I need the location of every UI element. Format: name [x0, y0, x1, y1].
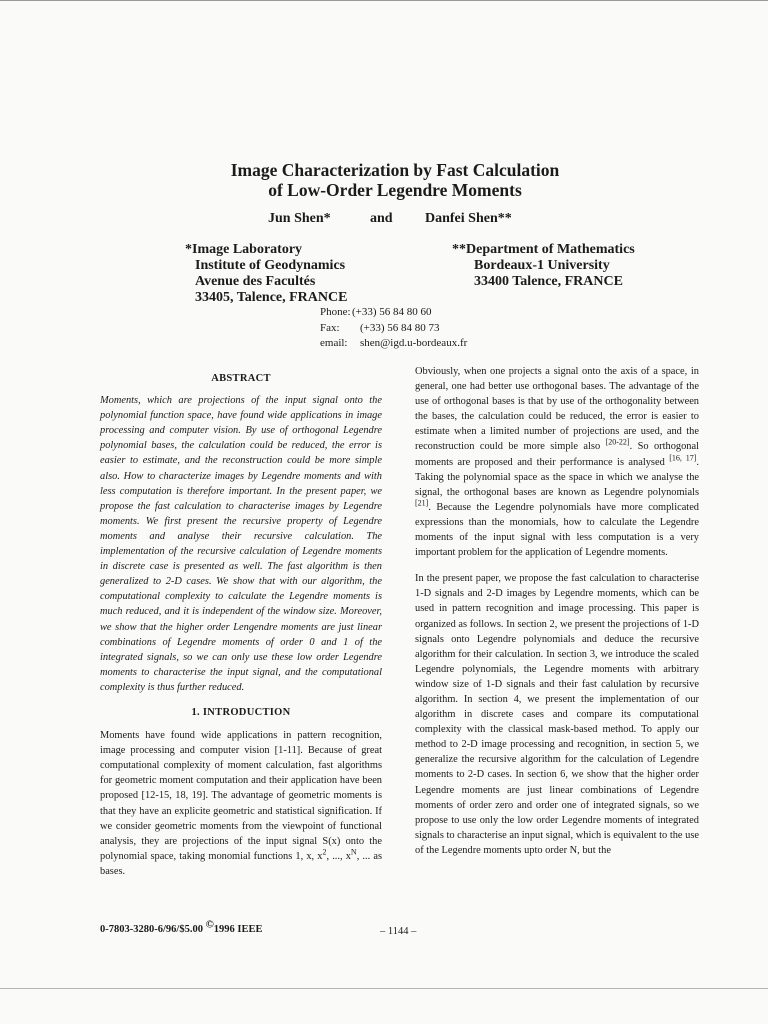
right-column: [415, 364, 699, 858]
bottom-border: [0, 988, 768, 989]
citation: [21]: [415, 498, 429, 508]
affiliation-right: [452, 242, 635, 290]
author-conjunction: and: [370, 211, 393, 226]
paragraph-text-part: Obviously, when one projects a signal onto the axis of a space, in general, one had better use orthogonal bases. The advantage of the use of orthogonal bases is that by use of the orthogonality between the bases, the calculation could be reduced, the error is easier to estimate when a limited number of projections are used, and the reconstruction could be more simple also: [415, 366, 699, 453]
fax-number: (+33) 56 84 80 73: [360, 321, 440, 334]
copyright-year: 1996 IEEE: [213, 924, 263, 935]
title-line-1: Image Characterization by Fast Calculation: [230, 160, 560, 180]
affiliation-left: [185, 242, 347, 306]
right-paragraph-1: [415, 364, 699, 560]
paragraph-text-part: . Because the Legendre polynomials have more complicated expressions than the monomials, how to calculate the Legendre moments of the input signal with less computation is a very important problem for the application of Legendre moments.: [415, 501, 699, 559]
superscript: 2: [322, 847, 327, 857]
introduction-heading: 1. INTRODUCTION: [191, 706, 291, 718]
intro-text-part: Moments have found wide applications in pattern recognition, image processing and computer vision [1-11]. Because of great computational complexity of moment calculation, fast algorithms for geometric moment computation and their application have been proposed [12-15, 18, 19]. The advantage of geometric moments is that they have an explicite geometric and statistical signification. If we consider geometric moments from the viewpoint of functional analysis, they are projections of the input signal S(x) onto the polynomial space, taking monomial functions 1, x, x: [100, 730, 382, 862]
affiliation-left-line: Avenue des Facultés: [195, 274, 316, 289]
abstract-heading: ABSTRACT: [211, 373, 271, 384]
top-border: [0, 0, 768, 1]
right-paragraph-2: In the present paper, we propose the fast calculation to characterise 1-D signals and 2-D images by Legendre moments, which can be used in pattern recognition and image processing. This paper is organized as follows. In section 2, we present the projections of 1-D signals onto Legendre polynomials and deduce the recursive algorithm for their calculation. In section 3, we introduce the scaled Legendre polynomials, the Legendre moments with arbitrary window size of 1-D signals and their fast calulation by recursive algorithm. In section 4, we present the implementation of our algorithm in discrete cases and compare its computational complexity with the classical mask-based method. To apply our method to 2-D image processing and recognition, in section 5, we generalize the recursive algorithm for the calculation of Legendre moments to 2-D cases. In section 6, we show that the higher order Legendre moments are just linear combinations of Legendre moments of order zero and order one of integrated signals, so we propose to use only the low order Legendre moments of integrated signals to characterise an input signal, which is equivalent to the use of the Legendre moments upto order N, but the: [415, 573, 699, 856]
isbn-code: 0-7803-3280-6/96/$5.00: [100, 924, 203, 935]
contact-block: [320, 305, 467, 352]
author-1: Jun Shen*: [268, 211, 331, 226]
citation: [20-22]: [605, 438, 630, 447]
phone-number: (+33) 56 84 80 60: [352, 306, 432, 318]
phone-label: Phone:: [320, 306, 351, 318]
intro-text-part: , ..., x: [326, 850, 351, 862]
affiliation-right-line: 33400 Talence, FRANCE: [474, 274, 623, 289]
author-2: Danfei Shen**: [425, 211, 512, 226]
fax-label: Fax:: [320, 321, 340, 334]
introduction-text: [100, 728, 382, 879]
paper-title: [140, 160, 650, 200]
superscript: N: [350, 847, 357, 857]
title-line-2: of Low-Order Legendre Moments: [268, 180, 522, 200]
email-label: email:: [320, 337, 348, 349]
intro-text-part: , ... as bases.: [100, 850, 383, 877]
affiliation-right-line: **Department of Mathematics: [452, 242, 635, 257]
affiliation-right-line: Bordeaux-1 University: [474, 258, 610, 273]
paragraph-text-part: . So orthogonal moments are proposed and their performance is analysed: [415, 441, 699, 468]
citation: [16, 17]: [669, 453, 697, 463]
affiliation-left-line: Institute of Geodynamics: [195, 258, 346, 273]
left-column: [100, 371, 382, 879]
affiliation-left-line: 33405, Talence, FRANCE: [195, 290, 348, 305]
affiliation-left-line: *Image Laboratory: [185, 242, 303, 257]
paragraph-text-part: . Taking the polynomial space as the space in which we analyse the signal, the orthogonal bases are known as Legendre polynomials: [415, 456, 699, 498]
email-address[interactable]: shen@igd.u-bordeaux.fr: [360, 337, 468, 349]
copyright-icon: ©: [205, 918, 214, 931]
footer-copyright: [100, 918, 263, 935]
abstract-text: Moments, which are projections of the input signal onto the polynomial function space, have found wide applications in image processing and computer vision. By use of orthogonal Legendre polynomial bases, the calculation could be reduced, the error is easier to estimate, and the reconstruction could be more simple also. How to characterize images by Legendre moments and with less computation is therefore important. In the present paper, we propose the fast calculation to characterise images by Legendre moments. We first present the recursive property of Legendre moments and analyse their recursive calculation. The implementation of the recursive calculation of Legendre moments in discrete case is presented as well. The fast algorithm is then generalized to 2-D cases. We show that with our algorithm, the computational complexity to calculate the Legendre moments is much reduced, and it is independent of the window size. Moreover, we show that the higher order Lengendre moments are just linear combinations of Legendre moments of order 0 and 1 of the integrated signals, so we can only use these low order Legendre moments to characterise the input signal, and the computational complexity is thus further reduced.: [100, 395, 382, 693]
page-number: – 1144 –: [380, 926, 417, 937]
